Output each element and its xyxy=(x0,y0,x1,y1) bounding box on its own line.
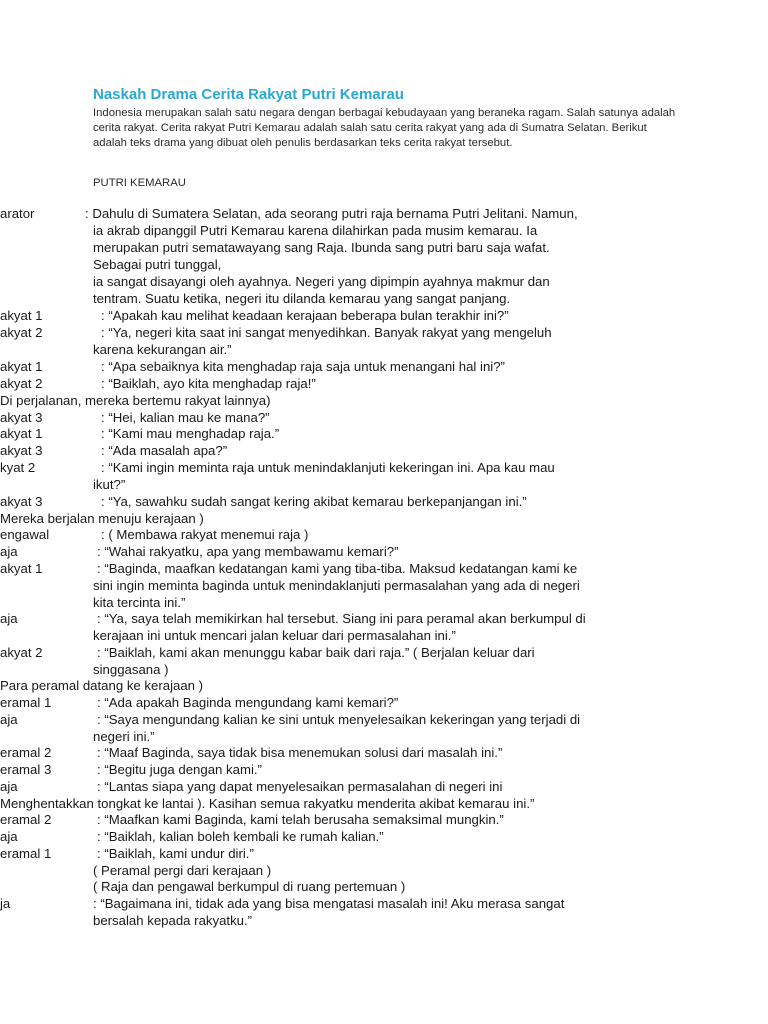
dialogue-continuation: merupakan putri sematawayang sang Raja. Ibunda sang putri baru saja wafat. xyxy=(93,240,550,255)
dialogue-line: : “Ada masalah apa?” xyxy=(101,443,228,458)
dialogue-continuation: kerajaan ini untuk mencari jalan keluar dari permasalahan ini.” xyxy=(93,628,456,643)
dialogue-line: : Dahulu di Sumatera Selatan, ada seorang putri raja bernama Putri Jelitani. Namun, xyxy=(85,206,578,221)
dialogue-line: : “Ya, negeri kita saat ini sangat menyedihkan. Banyak rakyat yang mengeluh xyxy=(101,325,552,340)
speaker-label: eramal 1 xyxy=(0,846,52,861)
speaker-label: aja xyxy=(0,544,18,559)
speaker-label: ja xyxy=(0,896,11,911)
speaker-label: kyat 2 xyxy=(0,460,36,475)
dialogue-line: : “Ada apakah Baginda mengundang kami kemari?” xyxy=(97,695,399,710)
speaker-label: akyat 1 xyxy=(0,561,43,576)
speaker-label: eramal 3 xyxy=(0,762,52,777)
document-title: Naskah Drama Cerita Rakyat Putri Kemarau xyxy=(93,86,404,103)
speaker-label: eramal 2 xyxy=(0,745,52,760)
dialogue-line: : “Bagaimana ini, tidak ada yang bisa mengatasi masalah ini! Aku merasa sangat xyxy=(93,896,565,911)
dialogue-line: : “Ya, sawahku sudah sangat kering akibat kemarau berkepanjangan ini.” xyxy=(101,494,527,509)
speaker-label: eramal 2 xyxy=(0,812,52,827)
dialogue-line: : “Maafkan kami Baginda, kami telah berusaha semaksimal mungkin.” xyxy=(97,812,504,827)
intro-paragraph: Indonesia merupakan salah satu negara dengan berbagai kebudayaan yang beraneka ragam. Salah satunya adalah cerita rakyat. Cerita rakyat Putri Kemarau adalah salah satu cerita rakyat yang ada di Sumatra Selatan. Berikut adalah teks drama yang dibuat oleh penulis berdasarkan teks cerita rakyat tersebut. xyxy=(93,107,676,149)
dialogue-line: : “Lantas siapa yang dapat menyelesaikan permasalahan di negeri ini xyxy=(97,779,503,794)
speaker-label: akyat 3 xyxy=(0,410,43,425)
dialogue-continuation: ikut?” xyxy=(93,477,126,492)
dialogue-line: : “Baiklah, kalian boleh kembali ke rumah kalian.” xyxy=(97,829,384,844)
dialogue-continuation: tentram. Suatu ketika, negeri itu dilanda kemarau yang sangat panjang. xyxy=(93,291,511,306)
dialogue-continuation: karena kekurangan air.” xyxy=(93,342,232,357)
dialogue-line: : “Baiklah, ayo kita menghadap raja!” xyxy=(101,376,316,391)
speaker-label: akyat 2 xyxy=(0,325,43,340)
dialogue-continuation: sini ingin meminta baginda untuk menindaklanjuti permasalahan yang ada di negeri xyxy=(93,578,580,593)
speaker-label: eramal 1 xyxy=(0,695,52,710)
stage-direction: ( Peramal pergi dari kerajaan ) xyxy=(93,863,272,878)
dialogue-line: : “Baiklah, kami akan menunggu kabar baik dari raja.” ( Berjalan keluar dari xyxy=(97,645,535,660)
stage-direction: ( Raja dan pengawal berkumpul di ruang pertemuan ) xyxy=(93,879,406,894)
dialogue-continuation: singgasana ) xyxy=(93,662,169,677)
speaker-label: arator xyxy=(0,206,35,221)
speaker-label: akyat 2 xyxy=(0,645,43,660)
speaker-label: aja xyxy=(0,829,18,844)
dialogue-continuation: ia sangat disayangi oleh ayahnya. Negeri yang dipimpin ayahnya makmur dan xyxy=(93,274,550,289)
dialogue-line: : “Apa sebaiknya kita menghadap raja saja untuk menangani hal ini?” xyxy=(101,359,505,374)
dialogue-continuation: kita tercinta ini.” xyxy=(93,595,186,610)
dialogue-line: : “Baginda, maafkan kedatangan kami yang tiba-tiba. Maksud kedatangan kami ke xyxy=(97,561,578,576)
speaker-label: akyat 3 xyxy=(0,494,43,509)
dialogue-line: : “Apakah kau melihat keadaan kerajaan beberapa bulan terakhir ini?” xyxy=(101,308,509,323)
dialogue-line: : “Kami mau menghadap raja.” xyxy=(101,426,280,441)
speaker-label: aja xyxy=(0,779,18,794)
dialogue-line: : ( Membawa rakyat menemui raja ) xyxy=(101,527,309,542)
speaker-label: akyat 1 xyxy=(0,308,43,323)
dialogue-line: : “Saya mengundang kalian ke sini untuk menyelesaikan kekeringan yang terjadi di xyxy=(97,712,581,727)
stage-direction: Mereka berjalan menuju kerajaan ) xyxy=(0,511,204,526)
story-subtitle: PUTRI KEMARAU xyxy=(93,177,186,189)
speaker-label: engawal xyxy=(0,527,50,542)
speaker-label: aja xyxy=(0,611,18,626)
dialogue-line: : “Wahai rakyatku, apa yang membawamu kemari?” xyxy=(97,544,399,559)
dialogue-line: : “Kami ingin meminta raja untuk menindaklanjuti kekeringan ini. Apa kau mau xyxy=(101,460,555,475)
dialogue-line: : “Begitu juga dengan kami.” xyxy=(97,762,262,777)
speaker-label: akyat 2 xyxy=(0,376,43,391)
speaker-label: akyat 1 xyxy=(0,359,43,374)
speaker-label: akyat 1 xyxy=(0,426,43,441)
stage-direction: Menghentakkan tongkat ke lantai ). Kasihan semua rakyatku menderita akibat kemarau ini.” xyxy=(0,796,535,811)
dialogue-continuation: negeri ini.” xyxy=(93,729,155,744)
dialogue-line: : “Ya, saya telah memikirkan hal tersebut. Siang ini para peramal akan berkumpul di xyxy=(97,611,586,626)
dialogue-line: : “Baiklah, kami undur diri.” xyxy=(97,846,254,861)
dialogue-continuation: bersalah kepada rakyatku.” xyxy=(93,913,253,928)
dialogue-line: : “Hei, kalian mau ke mana?” xyxy=(101,410,270,425)
speaker-label: aja xyxy=(0,712,18,727)
stage-direction: Para peramal datang ke kerajaan ) xyxy=(0,678,204,693)
speaker-label: akyat 3 xyxy=(0,443,43,458)
stage-direction: Di perjalanan, mereka bertemu rakyat lainnya) xyxy=(0,393,271,408)
dialogue-continuation: ia akrab dipanggil Putri Kemarau karena dilahirkan pada musim kemarau. Ia xyxy=(93,223,538,238)
dialogue-line: : “Maaf Baginda, saya tidak bisa menemukan solusi dari masalah ini.” xyxy=(97,745,503,760)
dialogue-continuation: Sebagai putri tunggal, xyxy=(93,257,222,272)
